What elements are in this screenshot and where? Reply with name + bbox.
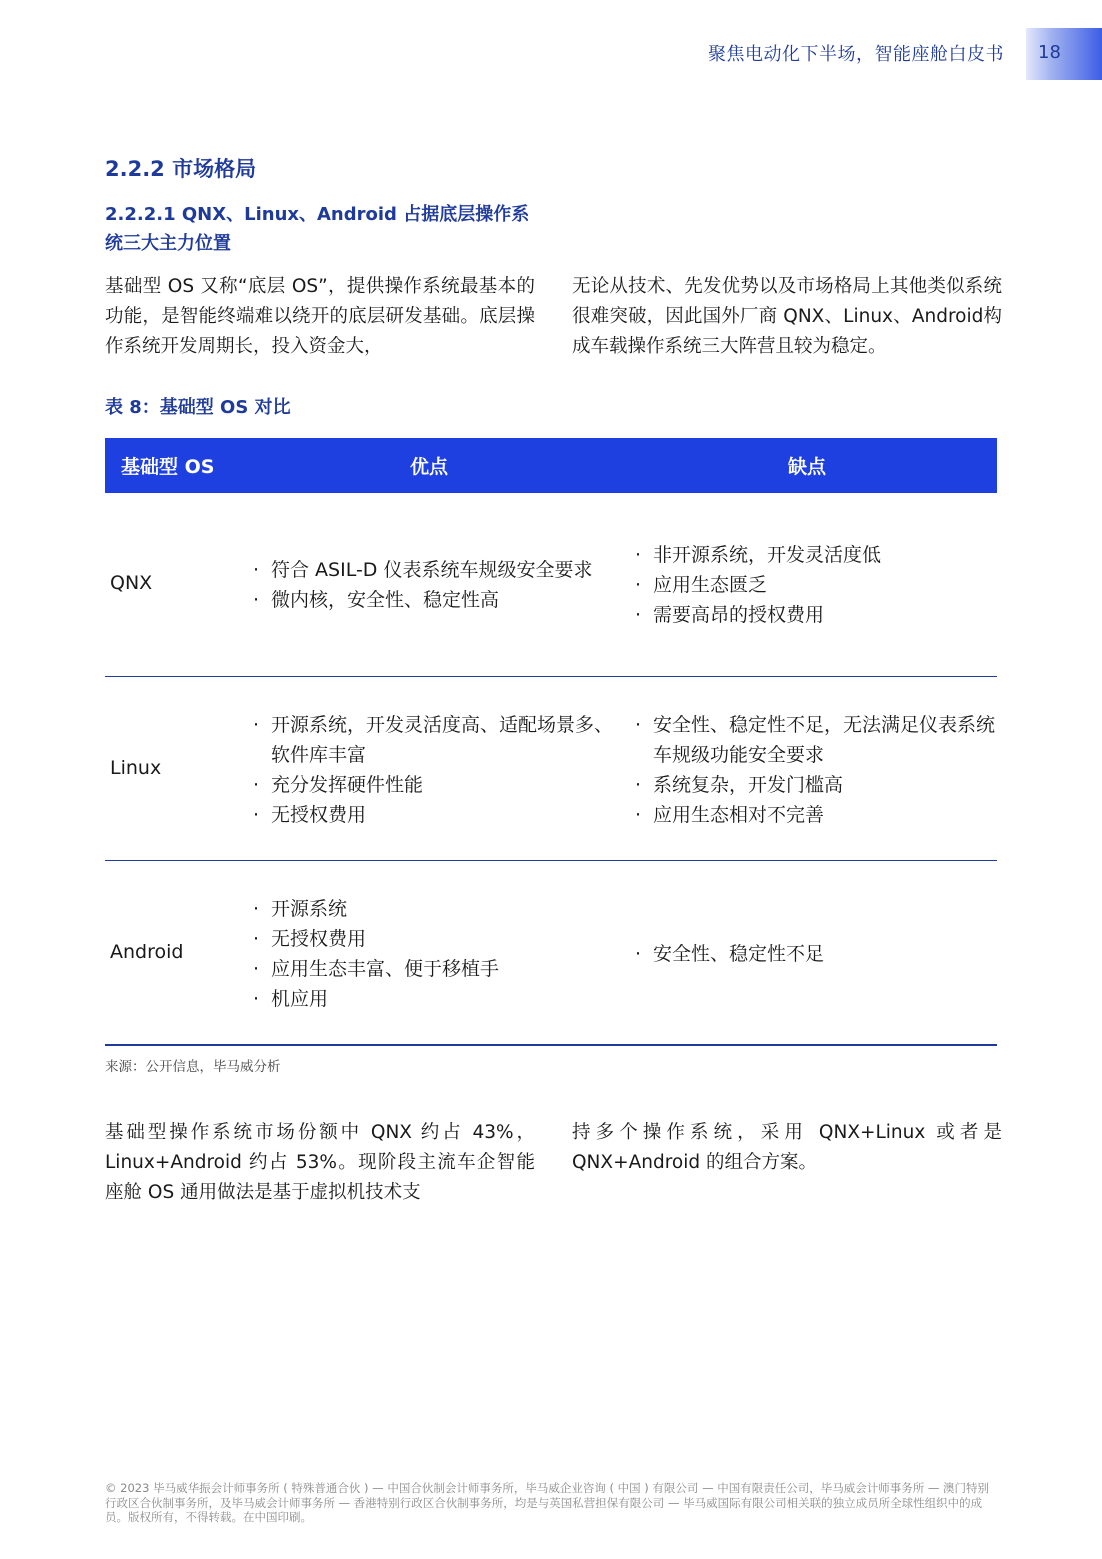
intro-paragraph-left: 基础型 OS 又称“底层 OS”，提供操作系统最基本的功能，是智能终端难以绕开的底层研发基础。底层操作系统开发周期长，投入资金大， [105,276,535,357]
row-name: Android [110,941,184,963]
list-item: · 微内核，安全性、稳定性高 [253,585,623,615]
list-item: · 安全性、稳定性不足，无法满足仪表系统车规级功能安全要求 [635,710,995,770]
table-caption: 表 8：基础型 OS 对比 [105,397,291,418]
list-item: · 无授权费用 [253,924,623,954]
document-title: 聚焦电动化下半场，智能座舱白皮书 [708,44,1004,65]
list-item: · 需要高昂的授权费用 [635,600,995,630]
list-item: · 充分发挥硬件性能 [253,770,623,800]
list-item: · 系统复杂，开发门槛高 [635,770,995,800]
table-row-linux [105,677,997,861]
list-item: · 非开源系统，开发灵活度低 [635,540,995,570]
list-item: · 开源系统 [253,894,623,924]
list-item: · 开源系统，开发灵活度高、适配场景多、软件库丰富 [253,710,623,770]
os-comparison-table [105,438,997,1046]
list-item: · 符合 ASIL-D 仪表系统车规级安全要求 [253,555,623,585]
header-cell-os: 基础型 OS [121,456,215,478]
copyright-footer: © 2023 毕马威华振会计师事务所 ( 特殊普通合伙 ) — 中国合伙制会计师事务所，毕马威企业咨询 ( 中国 ) 有限公司 — 中国有限责任公司，毕马威会计师事务所 — 澳门特别行政区合伙制事务所，及毕马威会计师事务所 — 香港特别行政区合伙制事务所，均是与英国私营担保有限公司 — 毕马威国际有限公司相关联的独立成员所全球性组织中的成员。版权所有，不得转载。在中国印刷。 [105,1481,990,1524]
table-header-row [105,438,997,493]
list-item: · 安全性、稳定性不足 [635,939,995,969]
page-number-tab [1026,28,1102,80]
table-row-qnx [105,493,997,677]
pros-list [253,894,623,1014]
table-row-android [105,861,997,1046]
page-number: 18 [1038,42,1061,63]
market-share-paragraph-left: 基础型操作系统市场份额中 QNX 约占 43%，Linux+Android 约占 53%。现阶段主流车企智能座舱 OS 通用做法是基于虚拟机技术支 [105,1122,535,1203]
pros-list [253,555,623,615]
market-share-paragraph-right: 持多个操作系统，采用 QNX+Linux 或者是 QNX+Android 的组合方案。 [572,1122,1002,1173]
row-name: QNX [110,572,153,594]
cons-list [635,710,995,830]
section-heading: 2.2.2 市场格局 [105,157,257,181]
list-item: · 应用生态相对不完善 [635,800,995,830]
table-source-note: 来源：公开信息，毕马威分析 [105,1059,281,1075]
intro-paragraph-right: 无论从技术、先发优势以及市场格局上其他类似系统很难突破，因此国外厂商 QNX、Linux、Android构成车载操作系统三大阵营且较为稳定。 [572,276,1002,357]
cons-list [635,540,995,630]
list-item: · 无授权费用 [253,800,623,830]
list-item: · 应用生态丰富、便于移植手 [253,954,623,984]
subsection-heading: 2.2.2.1 QNX、Linux、Android 占据底层操作系统三大主力位置 [105,204,530,254]
list-item: · 应用生态匮乏 [635,570,995,600]
cons-list [635,939,995,969]
row-name: Linux [110,757,162,779]
header-cell-cons: 缺点 [788,456,827,478]
list-item: · 机应用 [253,984,623,1014]
header-cell-pros: 优点 [410,456,449,478]
pros-list [253,710,623,830]
